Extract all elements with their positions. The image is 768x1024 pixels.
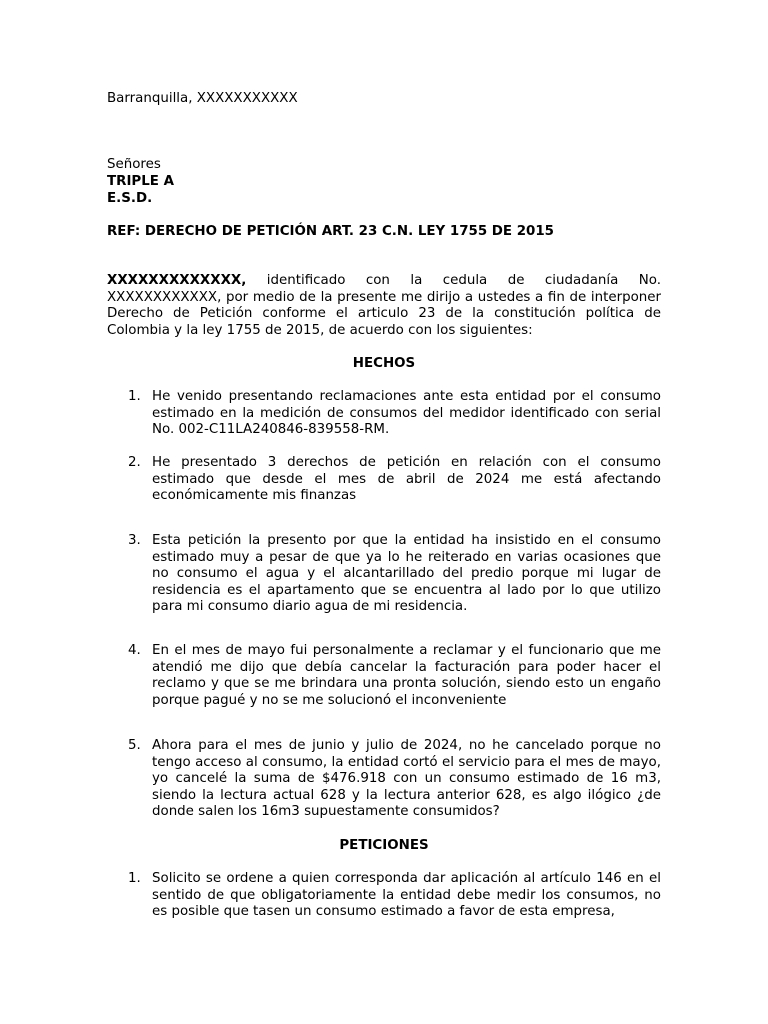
peticion-item xyxy=(107,871,661,921)
recipient-company: TRIPLE A xyxy=(107,174,174,189)
hechos-heading: HECHOS xyxy=(352,356,416,371)
hecho-text: Esta petición la presento por que la entidad ha insistido en el consumo estimado muy a pesar de que ya lo he reiterado en varias ocasiones que no consumo el agua y el alcantarillado del predio porque mi lugar de residencia es el apartamento que se encuentra al lado por lo que utilizo para mi consumo diario agua de mi residencia. xyxy=(152,533,661,615)
reference-line: REF: DERECHO DE PETICIÓN ART. 23 C.N. LEY 1755 DE 2015 xyxy=(107,224,555,239)
recipient-salutation: Señores xyxy=(107,157,161,172)
place-date: Barranquilla, XXXXXXXXXXX xyxy=(107,91,298,106)
hecho-text: Ahora para el mes de junio y julio de 2024, no he cancelado porque no tengo acceso al consumo, la entidad cortó el servicio para el mes de mayo, yo cancelé la suma de $476.918 con un consumo estimado de 16 m3, siendo la lectura actual 628 y la lectura anterior 628, es algo ilógico ¿de donde salen los 16m3 supuestamente consumidos? xyxy=(152,738,661,820)
hecho-item xyxy=(107,533,661,616)
hecho-number: 4. xyxy=(128,643,141,658)
hecho-number: 1. xyxy=(128,389,141,404)
hecho-number: 3. xyxy=(128,533,141,548)
hecho-text: En el mes de mayo fui personalmente a reclamar y el funcionario que me atendió me dijo que debía cancelar la facturación para poder hacer el reclamo y que se me brindara una pronta solución, siendo esto un engaño porque pagué y no se me solucionó el inconveniente xyxy=(152,643,661,708)
petitioner-name: XXXXXXXXXXXXX, xyxy=(107,273,247,288)
hecho-number: 2. xyxy=(128,455,141,470)
hecho-number: 5. xyxy=(128,738,141,753)
intro-paragraph xyxy=(107,273,661,339)
recipient-esd: E.S.D. xyxy=(107,191,153,206)
peticiones-heading: PETICIONES xyxy=(339,838,429,853)
hecho-item xyxy=(107,455,661,505)
peticion-number: 1. xyxy=(128,871,141,886)
hecho-text: He venido presentando reclamaciones ante esta entidad por el consumo estimado en la medición de consumos del medidor identificado con serial No. 002-C11LA240846-839558-RM. xyxy=(152,389,661,438)
hecho-item xyxy=(107,389,661,439)
intro-text: identificado con la cedula de ciudadanía No. XXXXXXXXXXXX, por medio de la presente me dirijo a ustedes a fin de interponer Derecho de Petición conforme el articulo 23 de la constitución política de Colombia y la ley 1755 de 2015, de acuerdo con los siguientes: xyxy=(107,273,661,338)
hecho-item xyxy=(107,643,661,709)
hecho-item xyxy=(107,738,661,821)
peticion-text: Solicito se ordene a quien corresponda dar aplicación al artículo 146 en el sentido de que obligatoriamente la entidad debe medir los consumos, no es posible que tasen un consumo estimado a favor de esta empresa, xyxy=(152,871,661,920)
hecho-text: He presentado 3 derechos de petición en relación con el consumo estimado que desde el mes de abril de 2024 me está afectando económicamente mis finanzas xyxy=(152,455,661,504)
